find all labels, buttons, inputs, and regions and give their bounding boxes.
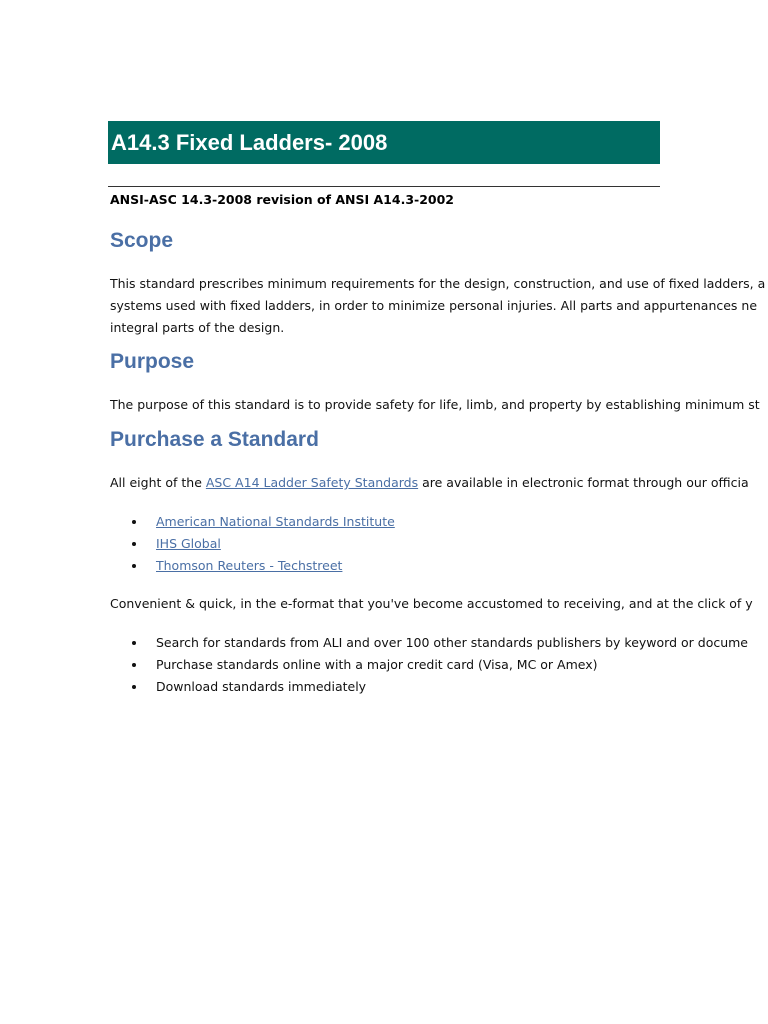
scope-line-1: This standard prescribes minimum requirements for the design, construction, and use of fixed ladders, a: [110, 276, 766, 291]
purchase-intro-text-end: are available in electronic format through our officia: [418, 475, 749, 490]
ihs-global-link[interactable]: IHS Global: [156, 536, 221, 551]
scope-heading: Scope: [110, 229, 174, 252]
purchase-intro: [110, 472, 749, 494]
scope-line-2: systems used with fixed ladders, in order to minimize personal injuries. All parts and appurtenances ne: [110, 298, 758, 313]
document-subtitle: ANSI-ASC 14.3-2008 revision of ANSI A14.3-2002: [110, 192, 455, 207]
bullet-icon: [132, 542, 136, 546]
purchase-intro-text: All eight of the: [110, 475, 206, 490]
list-item: [110, 533, 395, 555]
list-item: [110, 676, 748, 698]
ansi-link[interactable]: American National Standards Institute: [156, 514, 395, 529]
list-item: [110, 632, 748, 654]
bullet-icon: [132, 663, 136, 667]
benefit-search: Search for standards from ALI and over 100 other standards publishers by keyword or docume: [156, 635, 748, 650]
list-item: [110, 555, 395, 577]
benefit-purchase: Purchase standards online with a major credit card (Visa, MC or Amex): [156, 657, 598, 672]
purpose-paragraph: The purpose of this standard is to provide safety for life, limb, and property by establishing minimum st: [110, 397, 760, 412]
benefits-list: [110, 632, 748, 698]
vendor-list: [110, 511, 395, 577]
scope-paragraph: [110, 273, 765, 339]
convenience-paragraph: Convenient & quick, in the e-format that you've become accustomed to receiving, and at the click of y: [110, 596, 753, 611]
list-item: [110, 511, 395, 533]
techstreet-link[interactable]: Thomson Reuters - Techstreet: [156, 558, 343, 573]
bullet-icon: [132, 564, 136, 568]
purchase-heading: Purchase a Standard: [110, 428, 319, 451]
title-divider: [108, 186, 660, 187]
scope-line-3: integral parts of the design.: [110, 320, 285, 335]
document-title: A14.3 Fixed Ladders- 2008: [111, 130, 388, 155]
benefit-download: Download standards immediately: [156, 679, 367, 694]
title-banner: [108, 121, 660, 164]
bullet-icon: [132, 685, 136, 689]
bullet-icon: [132, 520, 136, 524]
purpose-heading: Purpose: [110, 350, 195, 373]
bullet-icon: [132, 641, 136, 645]
list-item: [110, 654, 748, 676]
asc-a14-standards-link[interactable]: ASC A14 Ladder Safety Standards: [205, 475, 419, 490]
